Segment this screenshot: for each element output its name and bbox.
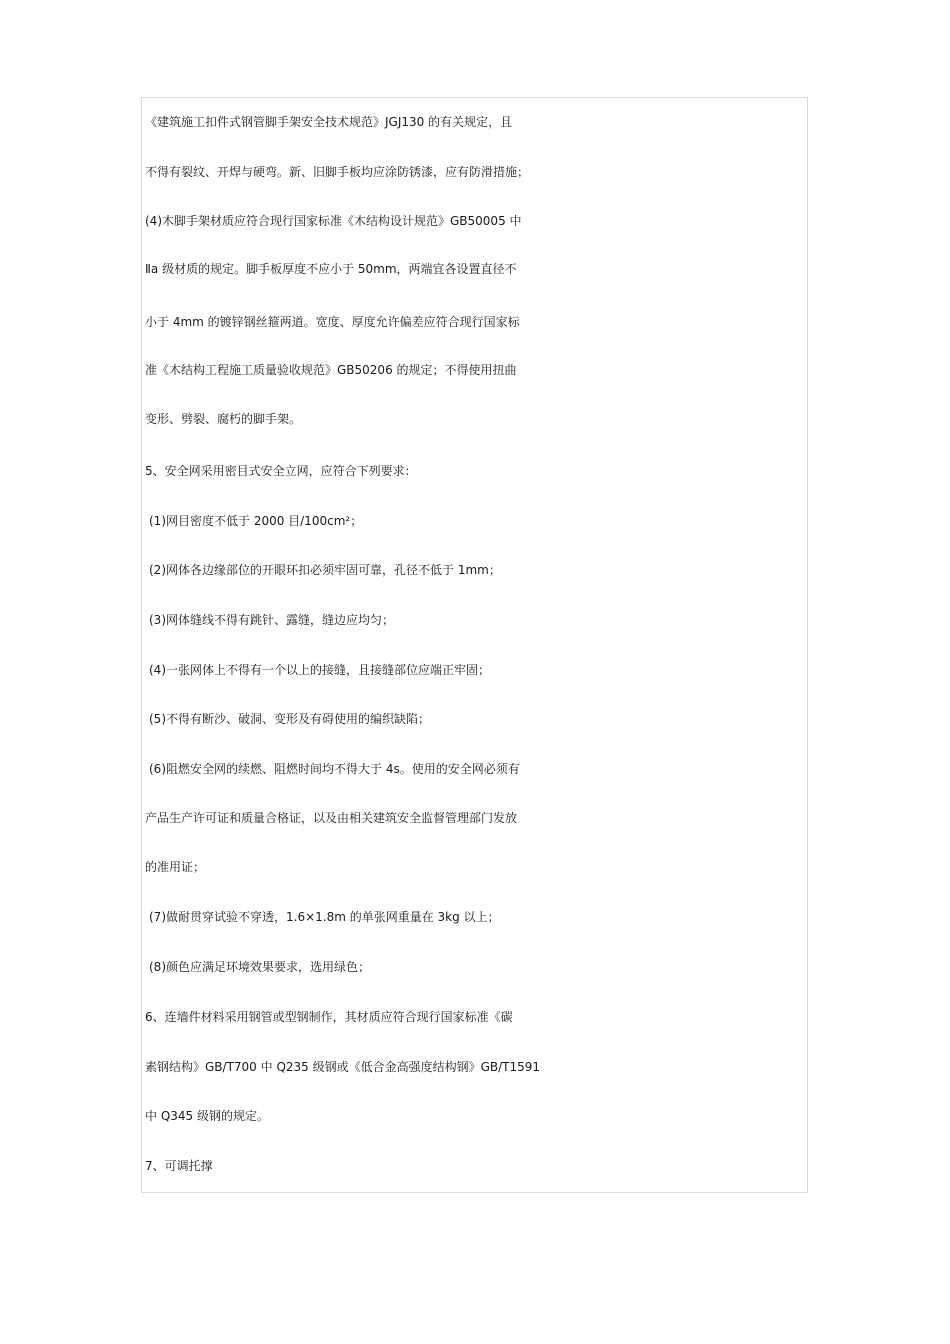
text-line: 变形、劈裂、腐朽的脚手架。 (145, 412, 302, 426)
list-item: (5)不得有断沙、破洞、变形及有碍使用的编织缺陷； (149, 712, 431, 726)
text-line: 6、连墙件材料采用钢管或型钢制作，其材质应符合现行国家标准《碳 (145, 1010, 513, 1024)
text-line: 的准用证； (145, 860, 206, 874)
list-item: (7)做耐贯穿试验不穿透，1.6×1.8m 的单张网重量在 3kg 以上； (149, 910, 500, 924)
list-item: (1)网目密度不低于 2000 目/100cm²； (149, 514, 363, 528)
text-line: 准《木结构工程施工质量验收规范》GB50206 的规定；不得使用扭曲 (145, 363, 517, 377)
text-line: 产品生产许可证和质量合格证，以及由相关建筑安全监督管理部门发放 (145, 811, 518, 825)
text-line: 《建筑施工扣件式钢管脚手架安全技术规范》JGJ130 的有关规定，且 (145, 115, 513, 129)
text-line: 小于 4mm 的镀锌钢丝箍两道。宽度、厚度允许偏差应符合现行国家标 (145, 315, 520, 329)
text-line: (4)木脚手架材质应符合现行国家标准《木结构设计规范》GB50005 中 (145, 214, 522, 228)
list-item: (6)阻燃安全网的续燃、阻燃时间均不得大于 4s。使用的安全网必须有 (149, 762, 520, 776)
text-line: 中 Q345 级钢的规定。 (145, 1109, 269, 1123)
text-line: 素钢结构》GB/T700 中 Q235 级钢或《低合金高强度结构钢》GB/T1591 (145, 1060, 541, 1074)
list-item: (3)网体缝线不得有跳针、露缝，缝边应均匀； (149, 613, 394, 627)
section-heading: 7、可调托撑 (145, 1159, 213, 1173)
list-item: (8)颜色应满足环境效果要求，选用绿色； (149, 960, 370, 974)
text-line: Ⅱa 级材质的规定。脚手板厚度不应小于 50mm，两端宜各设置直径不 (145, 262, 517, 276)
list-item: (2)网体各边缘部位的开眼环扣必须牢固可靠，孔径不低于 1mm； (149, 563, 501, 577)
list-item: (4)一张网体上不得有一个以上的接缝，且接缝部位应端正牢固； (149, 663, 491, 677)
text-line: 不得有裂纹、开焊与硬弯。新、旧脚手板均应涂防锈漆，应有防滑措施； (145, 165, 530, 179)
text-line: 5、安全网采用密目式安全立网，应符合下列要求： (145, 464, 417, 478)
